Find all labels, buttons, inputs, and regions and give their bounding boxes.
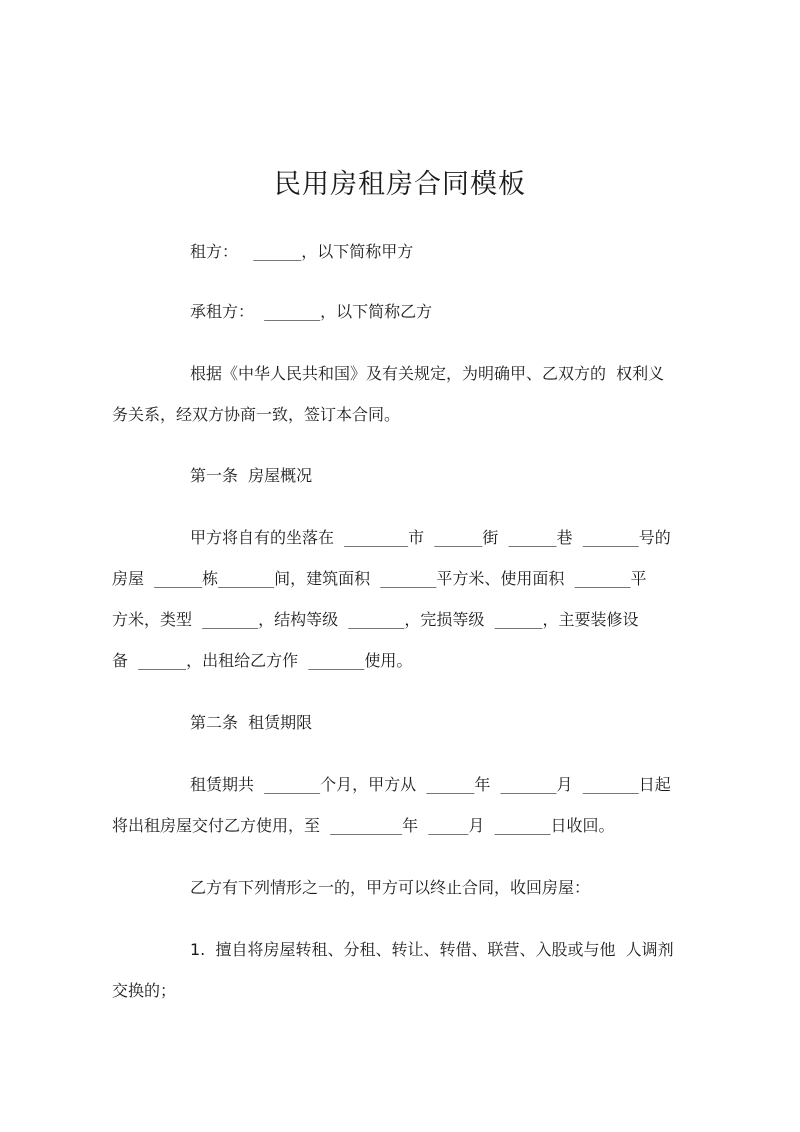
preamble-line-1: 根据《中华人民共和国》及有关规定，为明确甲、乙双方的 权利义 (190, 364, 665, 383)
item-text: 擅自将房屋转租、分租、转让、转借、联营、入股或与他 人调剂 (215, 940, 674, 959)
termination-item-1 (190, 940, 674, 960)
article-2-line-2: 将出租房屋交付乙方使用，至 _________年 _____月 _______日收回。 (112, 816, 615, 835)
article-1-line-1: 甲方将自有的坐落在 ________市 ______街 ______巷 _______号的 (190, 528, 671, 547)
article-1-heading: 第一条 房屋概况 (190, 466, 313, 485)
document-title: 民用房租房合同模板 (274, 169, 526, 200)
article-2-heading: 第二条 租赁期限 (190, 713, 313, 732)
preamble-line-2: 务关系，经双方协商一致，签订本合同。 (112, 405, 401, 424)
termination-item-1-cont: 交换的； (112, 981, 177, 1000)
termination-intro: 乙方有下列情形之一的，甲方可以终止合同，收回房屋： (190, 878, 591, 897)
article-1-line-3: 方米，类型 _______，结构等级 _______，完损等级 ______，主要装修设 (112, 610, 639, 629)
article-2-line-1: 租赁期共 _______个月，甲方从 ______年 _______月 _______日起 (190, 775, 671, 794)
lessor-line: 租方： ______，以下简称甲方 (190, 242, 414, 261)
article-1-line-4: 备 ______，出租给乙方作 _______使用。 (112, 651, 413, 670)
lessee-line: 承租方： _______，以下简称乙方 (190, 302, 433, 321)
item-number: 1. (190, 940, 206, 959)
article-1-line-2: 房屋 ______栋_______间，建筑面积 _______平方米、使用面积 _______平 (112, 569, 647, 588)
